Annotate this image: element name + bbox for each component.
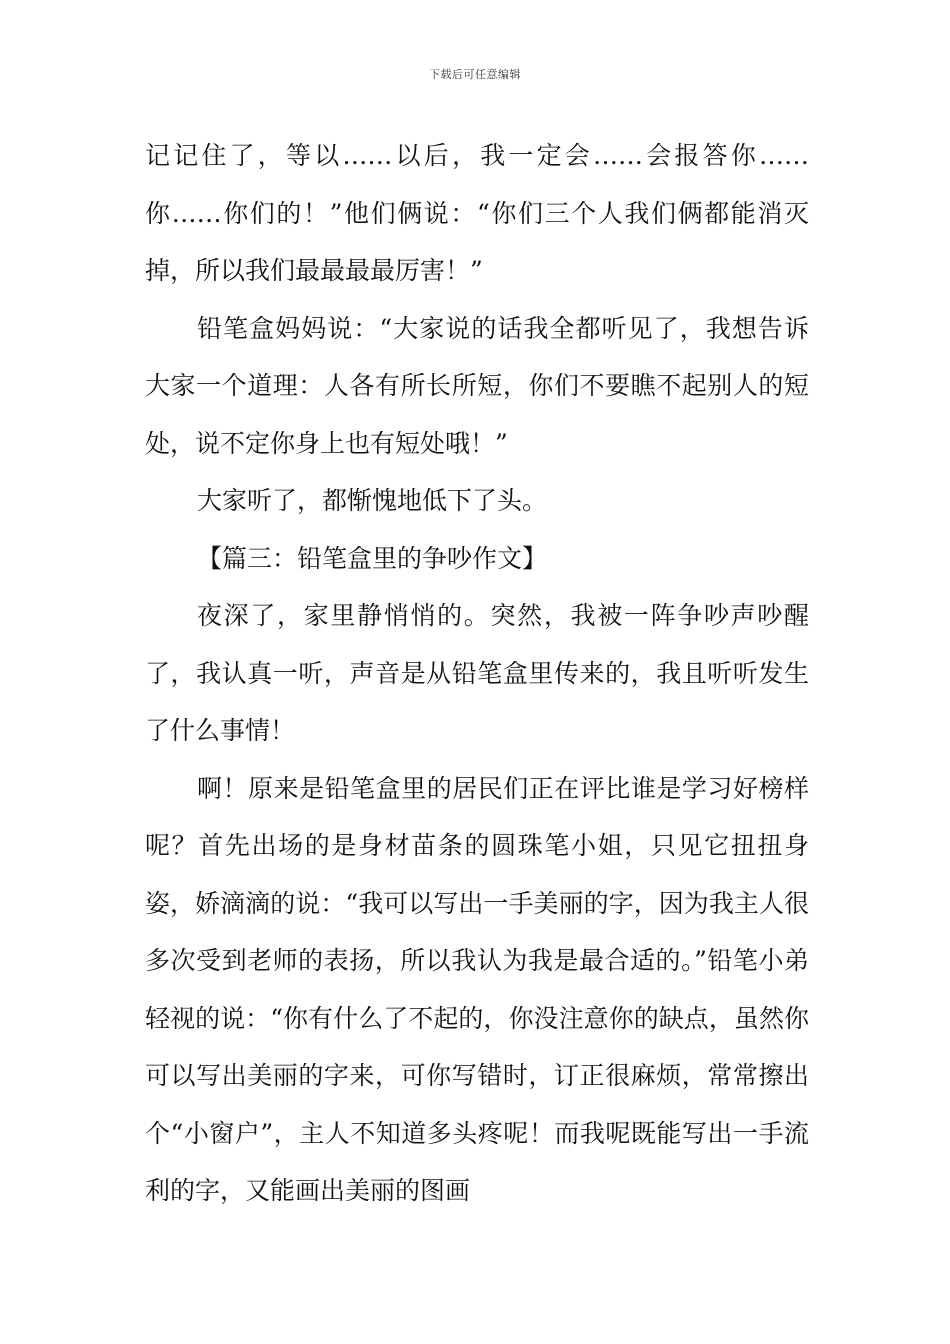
section-heading: 【篇三：铅笔盒里的争吵作文】 <box>197 543 548 573</box>
paragraph-mother-speech: 铅笔盒妈妈说：“大家说的话我全都听见了，我想告诉大家一个道理：人各有所长所短，你们不要瞧不起别人的短处，说不定你身上也有短处哦！” <box>145 313 809 458</box>
document-body <box>145 127 809 1220</box>
paragraph-ashamed: 大家听了，都惭愧地低下了头。 <box>197 486 548 515</box>
paragraph-continuation: 记记住了，等以……以后，我一定会……会报答你……你……你们的！”他们俩说：“你们三个人我们俩都能消灭掉，所以我们最最最最厉害！” <box>145 141 809 285</box>
paragraph-night: 夜深了，家里静悄悄的。突然，我被一阵争吵声吵醒了，我认真一听，声音是从铅笔盒里传来的，我且听听发生了什么事情！ <box>145 601 809 745</box>
page-header: 下载后可任意编辑 <box>429 68 521 81</box>
paragraph-contest: 啊！原来是铅笔盒里的居民们正在评比谁是学习好榜样呢？首先出场的是身材苗条的圆珠笔小姐，只见它扭扭身姿，娇滴滴的说：“我可以写出一手美丽的字，因为我主人很多次受到老师的表扬，所以我认为我是最合适的。”铅笔小弟轻视的说：“你有什么了不起的，你没注意你的缺点，虽然你可以写出美丽的字来，可你写错时，订正很麻烦，常常擦出个“小窗户”，主人不知道多头疼呢！而我呢既能写出一手流利的字，又能画出美丽的图画 <box>145 773 809 1205</box>
